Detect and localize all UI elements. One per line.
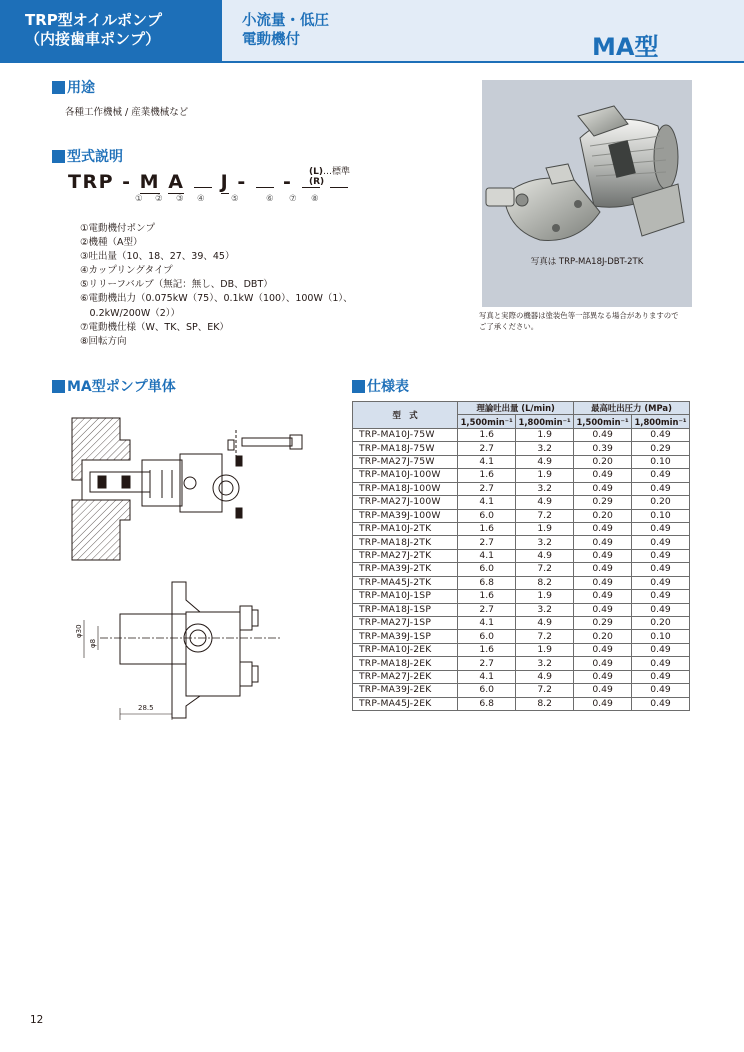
table-cell-value: 6.8 — [458, 697, 516, 710]
table-cell-value: 3.2 — [516, 482, 574, 495]
table-cell-value: 1.9 — [516, 590, 574, 603]
table-row — [353, 482, 690, 495]
model-suffix-note: …標準 — [322, 167, 350, 177]
table-cell-model: TRP-MA27J-100W — [353, 496, 458, 509]
model-marker: ① — [135, 194, 143, 204]
table-cell-value: 1.9 — [516, 469, 574, 482]
spec-heading-text: 仕様表 — [367, 379, 409, 395]
table-cell-value: 3.2 — [516, 536, 574, 549]
table-cell-value: 3.2 — [516, 603, 574, 616]
table-cell-value: 0.49 — [574, 536, 632, 549]
table-cell-value: 4.9 — [516, 496, 574, 509]
model-suffix-r: (R) — [309, 177, 325, 187]
table-cell-value: 4.1 — [458, 455, 516, 468]
table-cell-model: TRP-MA18J-75W — [353, 442, 458, 455]
table-cell-value: 0.29 — [574, 496, 632, 509]
table-cell-value: 0.49 — [574, 657, 632, 670]
table-cell-value: 7.2 — [516, 509, 574, 522]
table-cell-value: 2.7 — [458, 603, 516, 616]
table-cell-value: 0.49 — [574, 697, 632, 710]
table-cell-value: 2.7 — [458, 536, 516, 549]
drawing-heading — [52, 378, 176, 394]
model-suffix — [309, 167, 350, 187]
spec-col-rpm: 1,500min⁻¹ — [574, 415, 632, 428]
table-cell-value: 0.10 — [632, 509, 690, 522]
table-cell-value: 0.49 — [574, 469, 632, 482]
table-cell-value: 0.49 — [632, 603, 690, 616]
header-title-line2: （内接歯車ポンプ） — [25, 30, 161, 48]
table-cell-value: 4.9 — [516, 617, 574, 630]
table-cell-model: TRP-MA18J-2EK — [353, 657, 458, 670]
page-number: 12 — [30, 1014, 44, 1026]
table-cell-value: 0.20 — [574, 630, 632, 643]
heading-square-icon — [52, 81, 65, 94]
table-cell-value: 0.29 — [574, 617, 632, 630]
table-cell-model: TRP-MA27J-2TK — [353, 549, 458, 562]
table-row — [353, 496, 690, 509]
table-row — [353, 684, 690, 697]
table-cell-value: 4.1 — [458, 670, 516, 683]
table-cell-value: 7.2 — [516, 563, 574, 576]
table-cell-value: 0.49 — [632, 697, 690, 710]
table-row — [353, 576, 690, 589]
table-row — [353, 617, 690, 630]
model-marker: ④ — [197, 194, 205, 204]
table-cell-model: TRP-MA45J-2EK — [353, 697, 458, 710]
table-cell-value: 0.49 — [574, 522, 632, 535]
table-cell-value: 0.49 — [632, 643, 690, 656]
table-row — [353, 469, 690, 482]
table-cell-model: TRP-MA10J-100W — [353, 469, 458, 482]
table-cell-value: 0.49 — [574, 428, 632, 441]
photo-note-line2: ご了承ください。 — [479, 321, 539, 331]
legend-item: ⑤リリーフバルブ（無記：無し、DB、DBT） — [80, 279, 273, 291]
table-cell-value: 1.6 — [458, 469, 516, 482]
model-heading-text: 型式説明 — [67, 149, 123, 165]
header-title-block — [0, 0, 222, 63]
photo-note-line1: 写真と実際の機器は塗装色等一部異なる場合がありますので — [479, 311, 679, 320]
model-code-blank — [302, 187, 320, 188]
legend-item: ③吐出量（10、18、27、39、45） — [80, 251, 235, 263]
table-cell-value: 0.20 — [632, 496, 690, 509]
table-cell-value: 0.49 — [574, 563, 632, 576]
model-code-blank — [330, 187, 348, 188]
usage-heading-text: 用途 — [67, 80, 95, 96]
table-row — [353, 657, 690, 670]
spec-col-rpm: 1,500min⁻¹ — [458, 415, 516, 428]
table-cell-value: 1.6 — [458, 643, 516, 656]
heading-square-icon — [352, 380, 365, 393]
table-cell-value: 0.20 — [574, 455, 632, 468]
model-code-dash: - — [237, 171, 247, 193]
table-cell-value: 0.49 — [632, 670, 690, 683]
model-marker: ③ — [176, 194, 184, 204]
heading-square-icon — [52, 380, 65, 393]
model-marker: ⑥ — [266, 194, 274, 204]
table-cell-model: TRP-MA10J-75W — [353, 428, 458, 441]
table-cell-value: 4.9 — [516, 670, 574, 683]
product-photo — [482, 80, 692, 307]
table-cell-model: TRP-MA27J-1SP — [353, 617, 458, 630]
model-code-blank — [194, 187, 212, 188]
legend-item: 0.2kW/200W（2）） — [80, 307, 181, 319]
dim-28-5: 28.5 — [138, 704, 154, 712]
model-code-j: J — [220, 171, 230, 193]
dim-phi8: φ8 — [89, 638, 97, 648]
table-cell-value: 0.49 — [574, 684, 632, 697]
model-legend — [80, 222, 353, 349]
table-cell-value: 1.9 — [516, 643, 574, 656]
table-cell-value: 0.20 — [574, 509, 632, 522]
model-code-trp: TRP - — [68, 171, 132, 193]
table-cell-value: 0.49 — [574, 549, 632, 562]
model-marker: ⑦ — [289, 194, 297, 204]
table-cell-value: 0.49 — [574, 643, 632, 656]
table-row — [353, 603, 690, 616]
spec-table — [352, 401, 690, 711]
table-cell-value: 0.49 — [632, 563, 690, 576]
pump-photo-illustration — [482, 80, 692, 307]
table-cell-value: 0.49 — [632, 428, 690, 441]
table-cell-value: 4.9 — [516, 549, 574, 562]
model-code-a: A — [168, 171, 185, 193]
photo-note — [479, 311, 679, 332]
table-cell-value: 7.2 — [516, 684, 574, 697]
heading-square-icon — [52, 150, 65, 163]
table-cell-value: 3.2 — [516, 657, 574, 670]
table-cell-value: 0.49 — [632, 469, 690, 482]
table-cell-value: 0.49 — [632, 590, 690, 603]
table-cell-value: 6.8 — [458, 576, 516, 589]
model-code-dash: - — [283, 171, 293, 193]
table-cell-value: 0.49 — [574, 576, 632, 589]
table-cell-model: TRP-MA39J-1SP — [353, 630, 458, 643]
table-cell-model: TRP-MA39J-100W — [353, 509, 458, 522]
table-cell-value: 8.2 — [516, 576, 574, 589]
table-cell-value: 4.1 — [458, 549, 516, 562]
table-cell-value: 6.0 — [458, 563, 516, 576]
table-cell-value: 1.6 — [458, 590, 516, 603]
legend-item: ⑥電動機出力（0.075kW（75）、0.1kW（100）、100W（1）、 — [80, 293, 353, 305]
header-sub-line1: 小流量・低圧 — [242, 13, 329, 29]
table-cell-model: TRP-MA10J-2EK — [353, 643, 458, 656]
usage-text: 各種工作機械 / 産業機械など — [65, 107, 189, 118]
model-marker: ② — [155, 194, 163, 204]
header-subtitle — [242, 12, 329, 50]
table-cell-model: TRP-MA10J-2TK — [353, 522, 458, 535]
table-cell-value: 2.7 — [458, 482, 516, 495]
table-cell-model: TRP-MA27J-75W — [353, 455, 458, 468]
table-cell-model: TRP-MA45J-2TK — [353, 576, 458, 589]
table-cell-value: 0.49 — [574, 603, 632, 616]
dim-phi30: φ30 — [75, 624, 83, 638]
table-cell-value: 0.49 — [632, 684, 690, 697]
table-cell-value: 0.49 — [574, 482, 632, 495]
table-row — [353, 455, 690, 468]
table-cell-model: TRP-MA10J-1SP — [353, 590, 458, 603]
table-cell-value: 0.49 — [632, 482, 690, 495]
table-cell-value: 6.0 — [458, 684, 516, 697]
model-marker: ⑧ — [311, 194, 319, 204]
header-sub-line2: 電動機付 — [242, 32, 300, 48]
spec-col-model: 型 式 — [353, 402, 458, 429]
spec-heading — [352, 378, 409, 394]
table-cell-value: 1.6 — [458, 522, 516, 535]
table-cell-value: 0.39 — [574, 442, 632, 455]
table-cell-value: 0.10 — [632, 630, 690, 643]
table-cell-value: 0.49 — [632, 576, 690, 589]
table-cell-value: 0.20 — [632, 617, 690, 630]
table-row — [353, 643, 690, 656]
legend-item: ④カップリングタイプ — [80, 265, 173, 277]
spec-col-rpm: 1,800min⁻¹ — [516, 415, 574, 428]
model-heading — [52, 148, 123, 164]
table-row — [353, 563, 690, 576]
header-type-label: MA型 — [592, 33, 659, 61]
table-cell-value: 1.9 — [516, 522, 574, 535]
table-cell-value: 4.9 — [516, 455, 574, 468]
table-cell-value: 6.0 — [458, 509, 516, 522]
spec-col-flow: 理論吐出量 (L/min) — [458, 402, 574, 415]
spec-col-pressure: 最高吐出圧力 (MPa) — [574, 402, 690, 415]
model-code-blank — [256, 187, 274, 188]
table-cell-value: 0.49 — [632, 657, 690, 670]
table-cell-value: 4.1 — [458, 617, 516, 630]
table-row — [353, 522, 690, 535]
table-row — [353, 697, 690, 710]
table-cell-value: 0.49 — [574, 670, 632, 683]
table-cell-model: TRP-MA18J-2TK — [353, 536, 458, 549]
drawing-heading-text: MA型ポンプ単体 — [67, 379, 176, 395]
table-row — [353, 670, 690, 683]
pump-technical-drawing — [60, 400, 310, 730]
usage-heading — [52, 79, 95, 95]
table-cell-value: 4.1 — [458, 496, 516, 509]
table-cell-value: 0.49 — [632, 549, 690, 562]
table-cell-value: 2.7 — [458, 657, 516, 670]
table-row — [353, 549, 690, 562]
spec-table-body — [353, 428, 690, 710]
table-cell-value: 3.2 — [516, 442, 574, 455]
legend-item: ⑧回転方向 — [80, 335, 127, 347]
spec-col-rpm: 1,800min⁻¹ — [632, 415, 690, 428]
table-cell-model: TRP-MA39J-2EK — [353, 684, 458, 697]
model-code — [68, 171, 349, 193]
table-row — [353, 428, 690, 441]
table-cell-model: TRP-MA27J-2EK — [353, 670, 458, 683]
table-cell-value: 0.49 — [632, 522, 690, 535]
table-row — [353, 590, 690, 603]
table-cell-value: 2.7 — [458, 442, 516, 455]
legend-item: ⑦電動機仕様（W、TK、SP、EK） — [80, 321, 229, 333]
table-row — [353, 630, 690, 643]
legend-item: ②機種（A型） — [80, 237, 143, 249]
table-row — [353, 536, 690, 549]
header-title-line1: TRP型オイルポンプ — [25, 11, 163, 29]
model-marker: ⑤ — [231, 194, 239, 204]
table-row — [353, 509, 690, 522]
model-suffix-l: (L) — [309, 167, 323, 177]
table-row — [353, 442, 690, 455]
table-cell-value: 0.29 — [632, 442, 690, 455]
table-cell-value: 6.0 — [458, 630, 516, 643]
table-cell-value: 8.2 — [516, 697, 574, 710]
legend-item: ①電動機付ポンプ — [80, 223, 156, 234]
photo-caption: 写真は TRP-MA18J-DBT-2TK — [530, 257, 644, 267]
table-cell-model: TRP-MA39J-2TK — [353, 563, 458, 576]
table-cell-value: 1.6 — [458, 428, 516, 441]
table-cell-model: TRP-MA18J-100W — [353, 482, 458, 495]
table-cell-value: 0.49 — [632, 536, 690, 549]
table-cell-value: 7.2 — [516, 630, 574, 643]
table-cell-model: TRP-MA18J-1SP — [353, 603, 458, 616]
table-cell-value: 0.10 — [632, 455, 690, 468]
model-code-m: M — [139, 171, 161, 193]
table-cell-value: 1.9 — [516, 428, 574, 441]
table-cell-value: 0.49 — [574, 590, 632, 603]
